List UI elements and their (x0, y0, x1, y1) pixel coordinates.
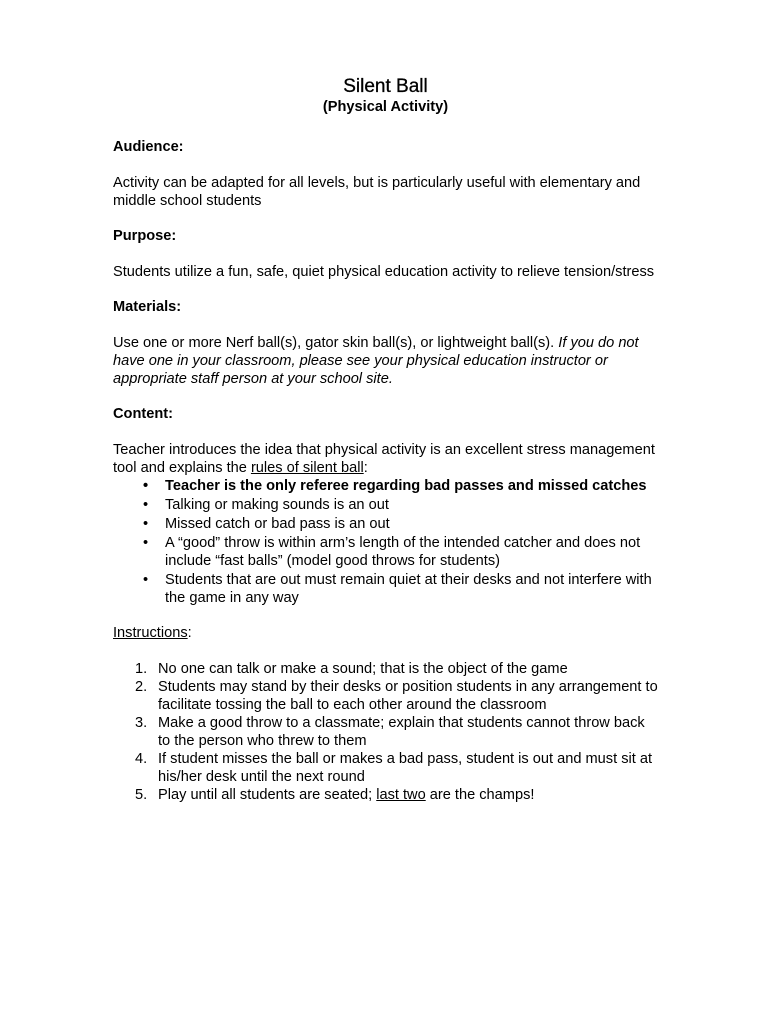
purpose-heading: Purpose: (113, 228, 177, 244)
step-underlined-text: last two (376, 787, 426, 803)
rules-link-text: rules of silent ball (250, 460, 364, 476)
content-heading: Content: (113, 406, 173, 422)
instruction-step (135, 660, 658, 678)
audience-heading: Audience: (113, 139, 184, 155)
rule-item: • Missed catch or bad pass is an out (165, 515, 658, 533)
instruction-step (135, 750, 658, 786)
document-title: Silent Ball (343, 76, 428, 97)
step-text: Students may stand by their desks or position students in any arrangement to facilitate tossing the ball to each other around the classroom (158, 679, 658, 713)
rule-item: • Talking or making sounds is an out (165, 496, 658, 514)
step-text: No one can talk or make a sound; that is the object of the game (158, 661, 568, 677)
step-text-end: are the champs! (425, 787, 535, 803)
materials-paragraph (113, 334, 658, 388)
instruction-step (135, 786, 658, 804)
content-intro-text: Teacher introduces the idea that physical activity is an excellent stress management tool and explains the (113, 442, 655, 476)
document-subtitle: (Physical Activity) (322, 99, 449, 115)
step-number: 2. (135, 679, 148, 695)
instructions-heading-suffix: : (187, 625, 192, 641)
instruction-step (135, 714, 658, 750)
step-number: 5. (135, 787, 148, 803)
instruction-step (135, 678, 658, 714)
rule-item: • Students that are out must remain quiet at their desks and not interfere with the game in any way (165, 571, 658, 607)
rules-list (113, 477, 658, 607)
materials-heading: Materials: (113, 299, 182, 315)
step-number: 1. (135, 661, 148, 677)
content-intro (113, 441, 658, 477)
audience-text: Activity can be adapted for all levels, but is particularly useful with elementary and middle school students (113, 175, 641, 209)
step-text: If student misses the ball or makes a bad pass, student is out and must sit at his/her desk until the next round (158, 751, 653, 785)
content-intro-suffix: : (363, 460, 368, 476)
step-number: 4. (135, 751, 148, 767)
instructions-list (113, 660, 658, 804)
materials-text: Use one or more Nerf ball(s), gator skin ball(s), or lightweight ball(s). (113, 335, 559, 351)
purpose-text: Students utilize a fun, safe, quiet physical education activity to relieve tension/stress (113, 264, 655, 280)
step-number: 3. (135, 715, 148, 731)
step-text: Make a good throw to a classmate; explain that students cannot throw back to the person who threw to them (158, 715, 645, 749)
step-text: Play until all students are seated; (158, 787, 377, 803)
document-page (113, 76, 658, 804)
materials-note: If you do not have one in your classroom, please see your physical education instructor or appropriate staff person at your school site. (113, 335, 639, 387)
rule-item: • Teacher is the only referee regarding bad passes and missed catches (165, 477, 658, 495)
instructions-heading: Instructions (113, 625, 188, 641)
instructions-heading-line (113, 624, 658, 642)
rule-item: • A “good” throw is within arm’s length of the intended catcher and does not include “fast balls” (model good throws for students) (165, 534, 658, 570)
